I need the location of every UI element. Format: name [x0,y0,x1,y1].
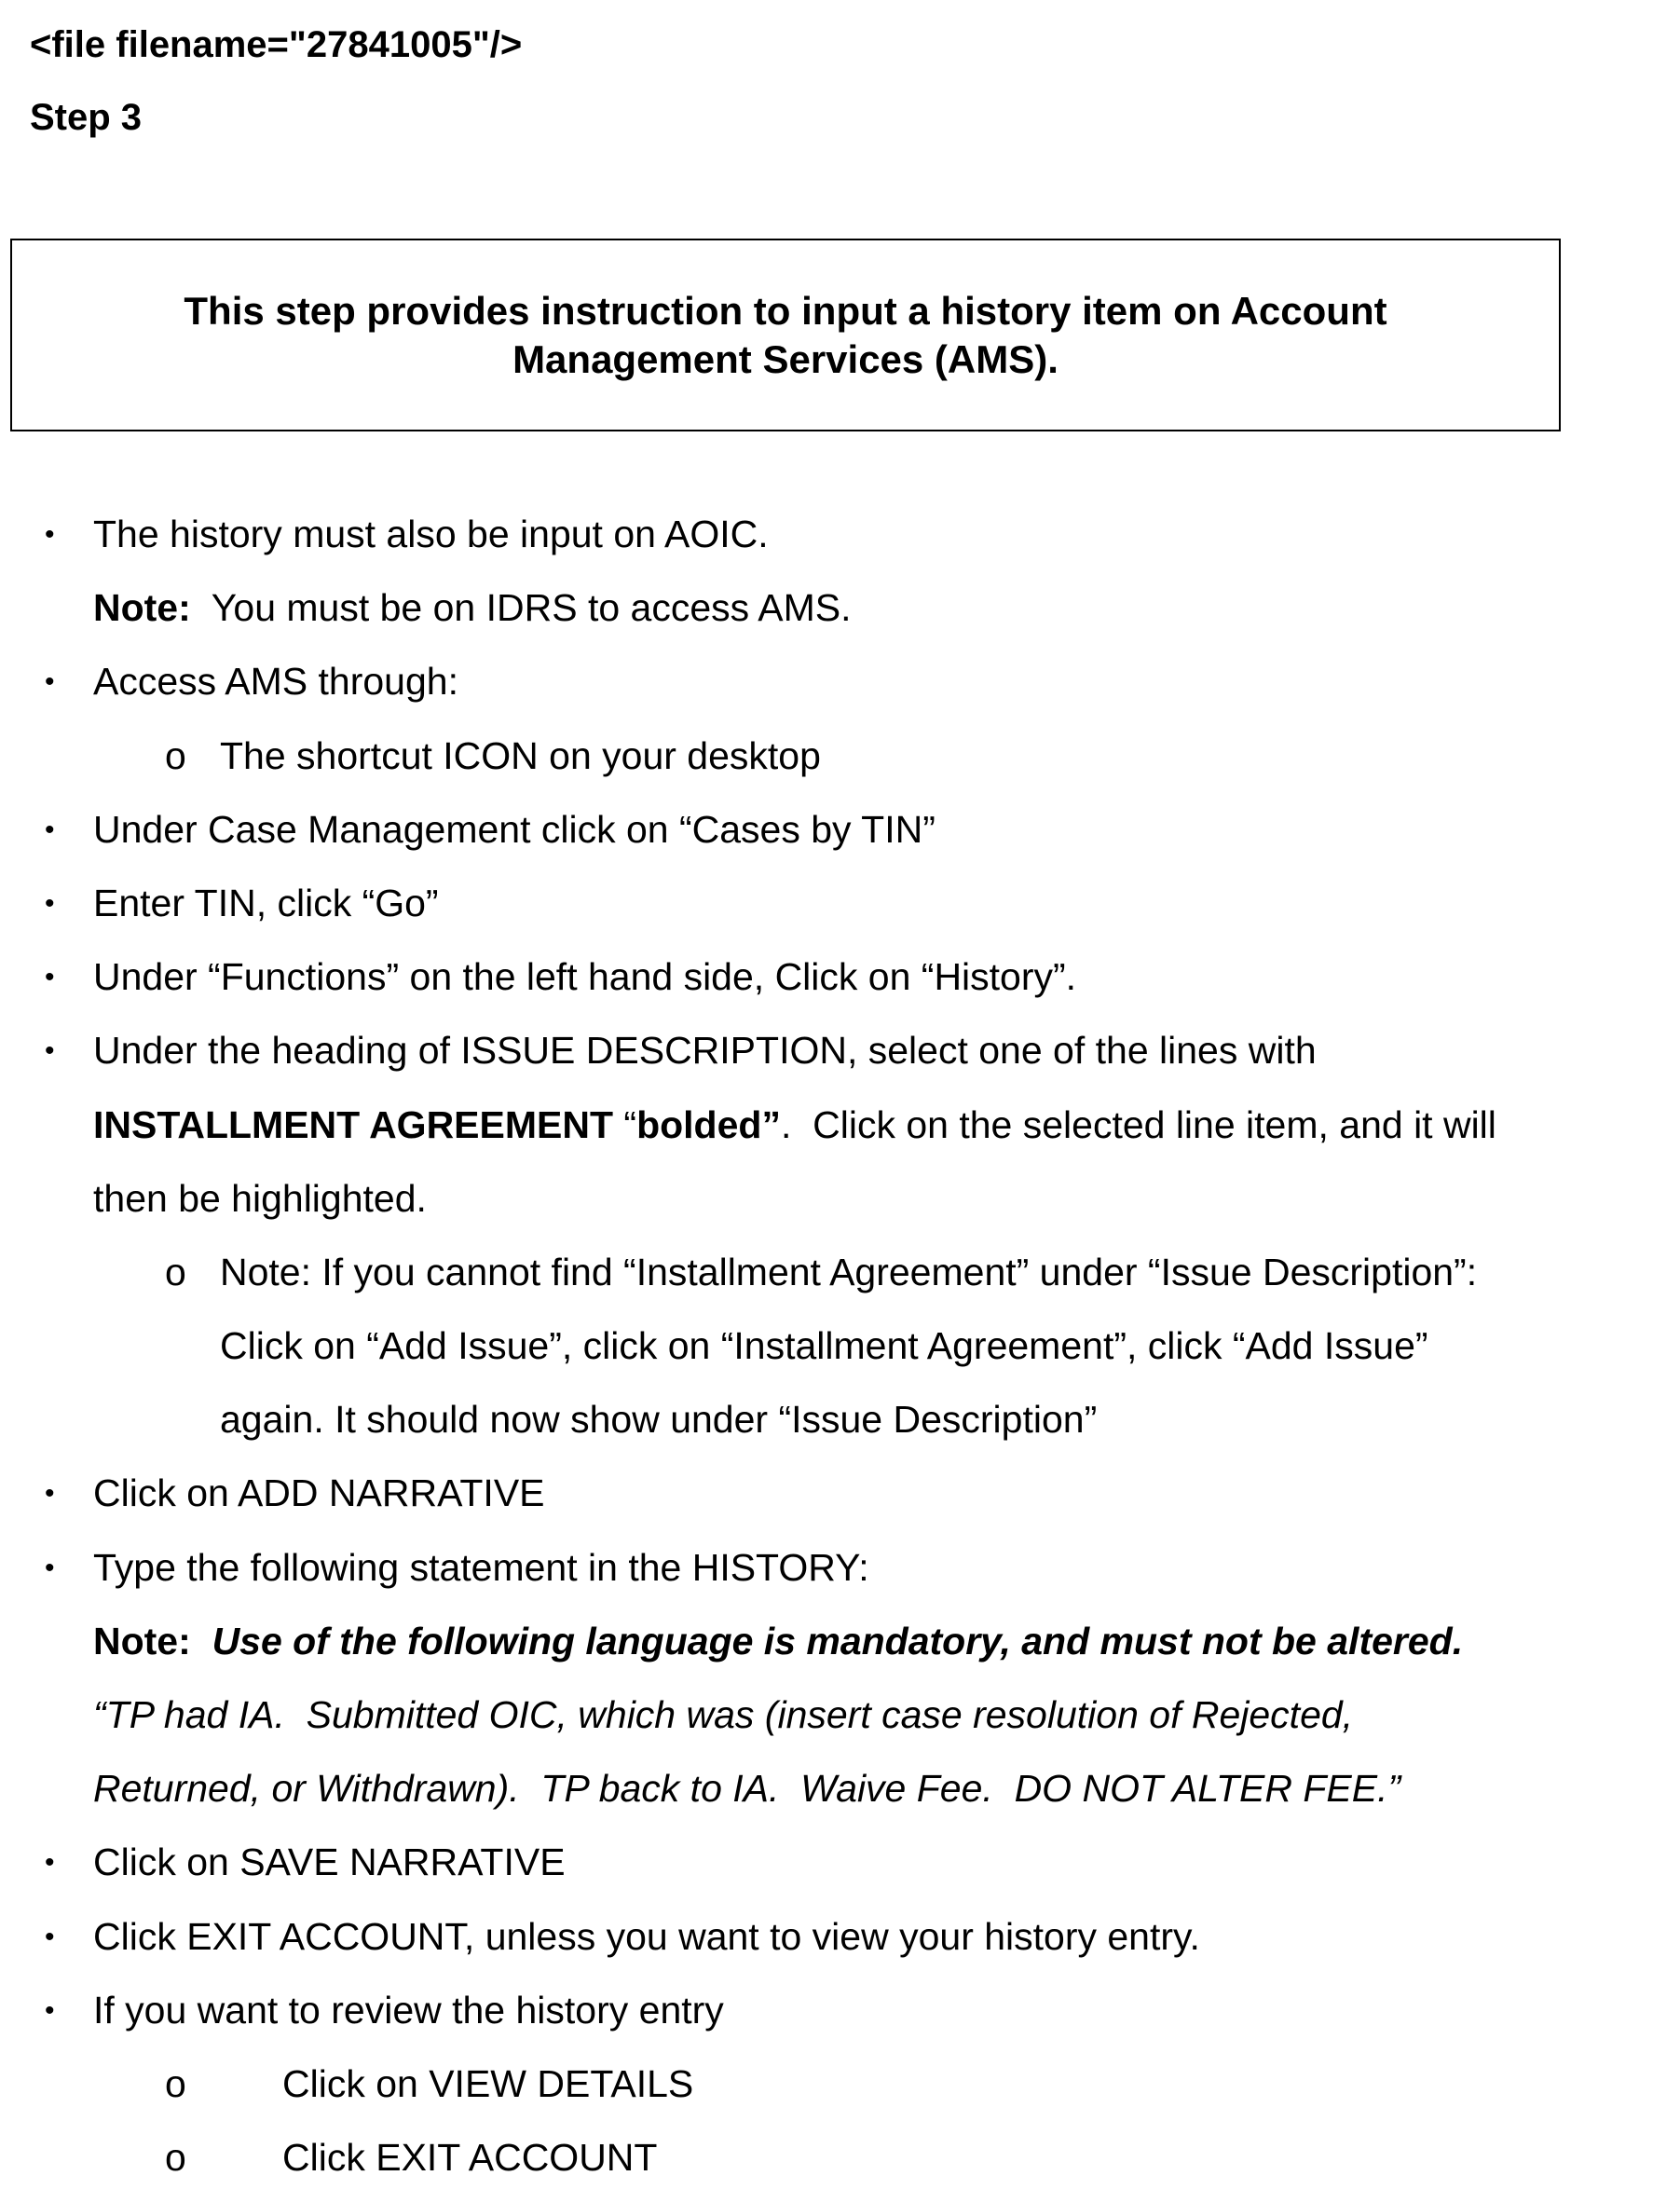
line-text [93,1752,1400,1826]
bullet-icon: • [45,1552,55,1583]
line-text [93,1088,1496,1162]
list-line [0,1162,1680,1236]
bullet-icon: • [45,962,55,993]
text-segment: Note: If you cannot find “Installment Agreement” under “Issue Description”: [220,1250,1478,1293]
sub-bullet-icon: o [165,2061,186,2105]
line-text [93,1974,724,2047]
list-line [0,2121,1680,2195]
text-segment: Type the following statement in the HISTORY: [93,1545,869,1589]
text-segment: again. It should now show under “Issue Description” [220,1398,1098,1442]
line-text [220,719,821,793]
text-segment: Note: [93,586,191,630]
bullet-icon: • [45,1847,55,1879]
list-line [0,571,1680,645]
list-line [0,1457,1680,1530]
step-description: This step provides instruction to input a history item on Account Management Services (AMS). [184,288,1387,381]
list-line [0,1309,1680,1383]
line-text [93,1014,1317,1088]
text-segment: Click on SAVE NARRATIVE [93,1840,566,1884]
line-text [93,571,852,645]
list-line [0,940,1680,1014]
list-line [0,1605,1680,1678]
text-segment: Returned, or Withdrawn). TP back to IA. Waive Fee. DO NOT ALTER FEE.” [93,1767,1401,1811]
text-segment: Under Case Management click on “Cases by TIN” [93,807,936,851]
text-segment: . Click on the selected line item, and it will [780,1102,1496,1146]
bullet-icon: • [45,666,55,698]
text-segment: Use of the following language is mandatory, and must not be altered. [212,1619,1464,1663]
line-text [93,940,1076,1014]
line-text [282,2047,693,2121]
list-line [0,1383,1680,1457]
text-segment: Click on “Add Issue”, click on “Installment Agreement”, click “Add Issue” [220,1324,1428,1368]
text-segment: INSTALLMENT AGREEMENT [93,1102,614,1146]
text-segment: You must be on IDRS to access AMS. [190,586,852,630]
list-line [0,498,1680,571]
list-line [0,793,1680,867]
text-segment: Access AMS through: [93,660,458,704]
list-line [0,1900,1680,1974]
line-text [93,793,936,867]
text-segment: Click EXIT ACCOUNT, unless you want to view your history entry. [93,1914,1200,1958]
sub-bullet-icon: o [165,1250,186,1293]
text-segment: bolded” [636,1102,781,1146]
list-line [0,1752,1680,1826]
line-text [93,1900,1200,1974]
line-text [93,867,439,940]
list-line [0,1014,1680,1088]
list-line [0,1531,1680,1605]
line-text [93,1531,869,1605]
text-segment: The shortcut ICON on your desktop [220,733,821,777]
bullet-icon: • [45,519,55,550]
list-line [0,1974,1680,2047]
line-text [282,2121,657,2195]
list-line [0,867,1680,940]
line-text [93,498,769,571]
text-segment: “ [613,1102,637,1146]
line-text [220,1236,1477,1309]
list-line [0,645,1680,718]
bullet-icon: • [45,1478,55,1510]
list-line [0,1826,1680,1899]
line-text [220,1309,1428,1383]
text-segment: The history must also be input on AOIC. [93,513,769,555]
file-tag: <file filename="27841005"/> [30,24,523,65]
text-segment: Click on VIEW DETAILS [282,2061,694,2105]
bullet-icon: • [45,814,55,845]
bullet-icon: • [45,1994,55,2026]
bullet-icon: • [45,1035,55,1067]
bullet-icon: • [45,1921,55,1952]
step-description-box [10,239,1561,431]
text-segment: Click EXIT ACCOUNT [282,2136,658,2180]
list-line [0,2047,1680,2121]
text-segment: Under “Functions” on the left hand side, Click on “History”. [93,955,1077,999]
bullet-icon: • [45,887,55,919]
text-segment: “TP had IA. Submitted OIC, which was (insert case resolution of Rejected, [93,1693,1354,1736]
line-text [93,1605,1463,1678]
list-line [0,1678,1680,1752]
text-segment: Enter TIN, click “Go” [93,881,439,924]
list-line [0,1236,1680,1309]
instruction-list [0,498,1680,2195]
line-text [220,1383,1097,1457]
text-segment: Click on ADD NARRATIVE [93,1471,545,1515]
line-text [93,645,458,718]
list-line [0,719,1680,793]
line-text [93,1826,566,1899]
sub-bullet-icon: o [165,733,186,777]
text-segment: Under the heading of ISSUE DESCRIPTION, select one of the lines with [93,1029,1317,1073]
step-heading: Step 3 [30,97,143,138]
line-text [93,1162,427,1236]
list-line [0,1088,1680,1162]
sub-bullet-icon: o [165,2136,186,2180]
text-segment: Note: [93,1619,191,1663]
line-text [93,1457,545,1530]
line-text [93,1678,1353,1752]
text-segment: If you want to review the history entry [93,1988,724,2032]
text-segment: then be highlighted. [93,1176,427,1220]
text-segment [191,1620,212,1663]
